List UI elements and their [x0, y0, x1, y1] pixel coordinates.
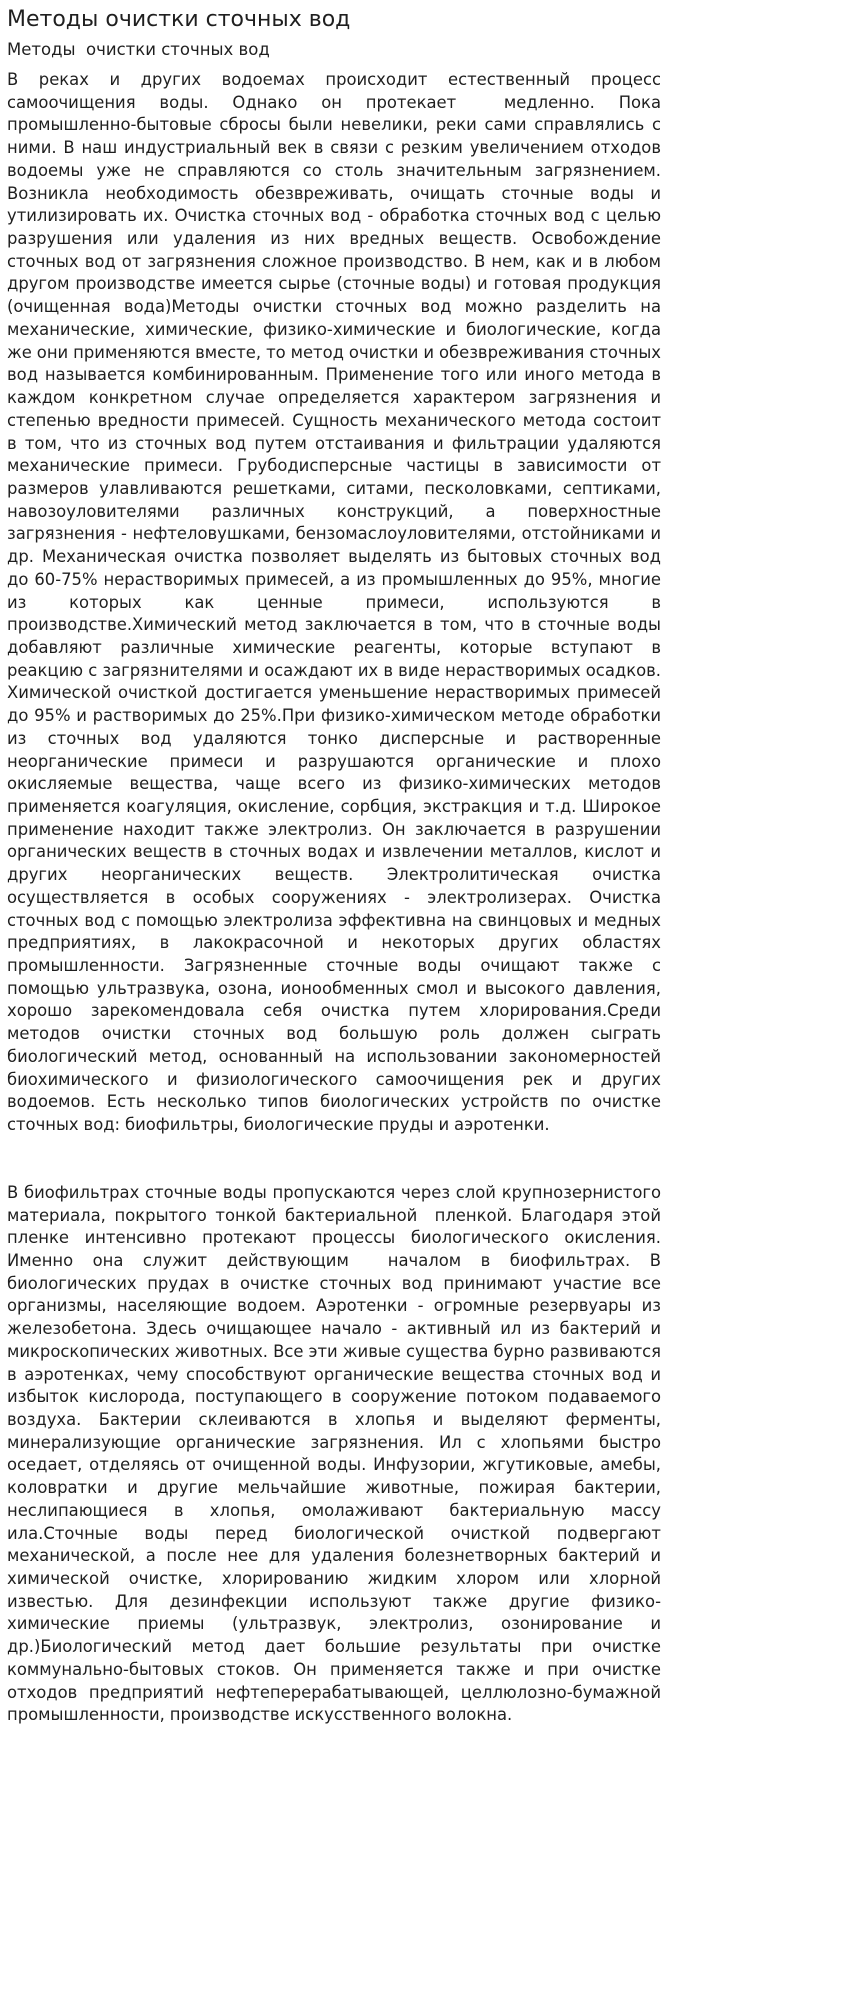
body-paragraph-1: В реках и других водоемах происходит естественный процесс самоочищения воды. Однако он протекает медленно. Пока промышленно-бытовые сбросы были невелики, реки сами справлялись с ними. В наш индустриальный век в связи с резким увеличением отходов водоемы уже не справляются со столь значительным загрязнением. Возникла необходимость обезвреживать, очищать сточные воды и утилизировать их. Очистка сточных вод - обработка сточных вод с целью разрушения или удаления из них вредных веществ. Освобождение сточных вод от загрязнения сложное производство. В нем, как и в любом другом производстве имеется сырье (сточные воды) и готовая продукция (очищенная вода)Методы очистки сточных вод можно разделить на механические, химические, физико-химические и биологические, когда же они применяются вместе, то метод очистки и обезвреживания сточных вод называется комбинированным. Применение того или иного метода в каждом конкретном случае определяется характером загрязнения и степенью вредности примесей. Сущность механического метода состоит в том, что из сточных вод путем отстаивания и фильтрации удаляются механические примеси. Грубодисперсные частицы в зависимости от размеров улавливаются решетками, ситами, песколовками, септиками, навозоуловителями различных конструкций, а поверхностные загрязнения - нефтеловушками, бензомаслоуловителями, отстойниками и др. Механическая очистка позволяет выделять из бытовых сточных вод до 60-75% нерастворимых примесей, а из промышленных до 95%, многие из которых как ценные примеси, используются в производстве.Химический метод заключается в том, что в сточные воды добавляют различные химические реагенты, которые вступают в реакцию с загрязнителями и осаждают их в виде нерастворимых осадков. Химической очисткой достигается уменьшение нерастворимых примесей до 95% и растворимых до 25%.При физико-химическом методе обработки из сточных вод удаляются тонко дисперсные и растворенные неорганические примеси и разрушаются органические и плохо окисляемые вещества, чаще всего из физико-химических методов применяется коагуляция, окисление, сорбция, экстракция и т.д. Широкое применение находит также электролиз. Он заключается в разрушении органических веществ в сточных водах и извлечении металлов, кислот и других неорганических веществ. Электролитическая очистка осуществляется в особых сооружениях - электролизерах. Очистка сточных вод с помощью электролиза эффективна на свинцовых и медных предприятиях, в лакокрасочной и некоторых других областях промышленности. Загрязненные сточные воды очищают также с помощью ультразвука, озона, ионообменных смол и высокого давления, хорошо зарекомендовала себя очистка путем хлорирования.Среди методов очистки сточных вод большую роль должен сыграть биологический метод, основанный на использовании закономерностей биохимического и физиологического самоочищения рек и других водоемов. Есть несколько типов биологических устройств по очистке сточных вод: биофильтры, биологические пруды и аэротенки.: [7, 70, 671, 1135]
page-title: Методы очистки сточных вод: [7, 7, 351, 32]
body-paragraph-2: В биофильтрах сточные воды пропускаются через слой крупнозернистого материала, покрытого тонкой бактериальной пленкой. Благодаря этой пленке интенсивно протекают процессы биологического окисления. Именно она служит действующим началом в биофильтрах. В биологических прудах в очистке сточных вод принимают участие все организмы, населяющие водоем. Аэротенки - огромные резервуары из железобетона. Здесь очищающее начало - активный ил из бактерий и микроскопических животных. Все эти живые существа бурно развиваются в аэротенках, чему способствуют органические вещества сточных вод и избыток кислорода, поступающего в сооружение потоком подаваемого воздуха. Бактерии склеиваются в хлопья и выделяют ферменты, минерализующие органические загрязнения. Ил с хлопьями быстро оседает, отделяясь от очищенной воды. Инфузории, жгутиковые, амебы, коловратки и другие мельчайшие животные, пожирая бактерии, неслипающиеся в хлопья, омолаживают бактериальную массу ила.Сточные воды перед биологической очисткой подвергают механической, а после нее для удаления болезнетворных бактерий и химической очистке, хлорированию жидким хлором или хлорной известью. Для дезинфекции используют также другие физико-химические приемы (ультразвук, электролиз, озонирование и др.)Биологический метод дает большие результаты при очистке коммунально-бытовых стоков. Он применяется также и при очистке отходов предприятий нефтеперерабатывающей, целлюлозно-бумажной промышленности, производстве искусственного волокна.: [7, 1182, 666, 1725]
page-subtitle: Методы очистки сточных вод: [7, 40, 270, 59]
